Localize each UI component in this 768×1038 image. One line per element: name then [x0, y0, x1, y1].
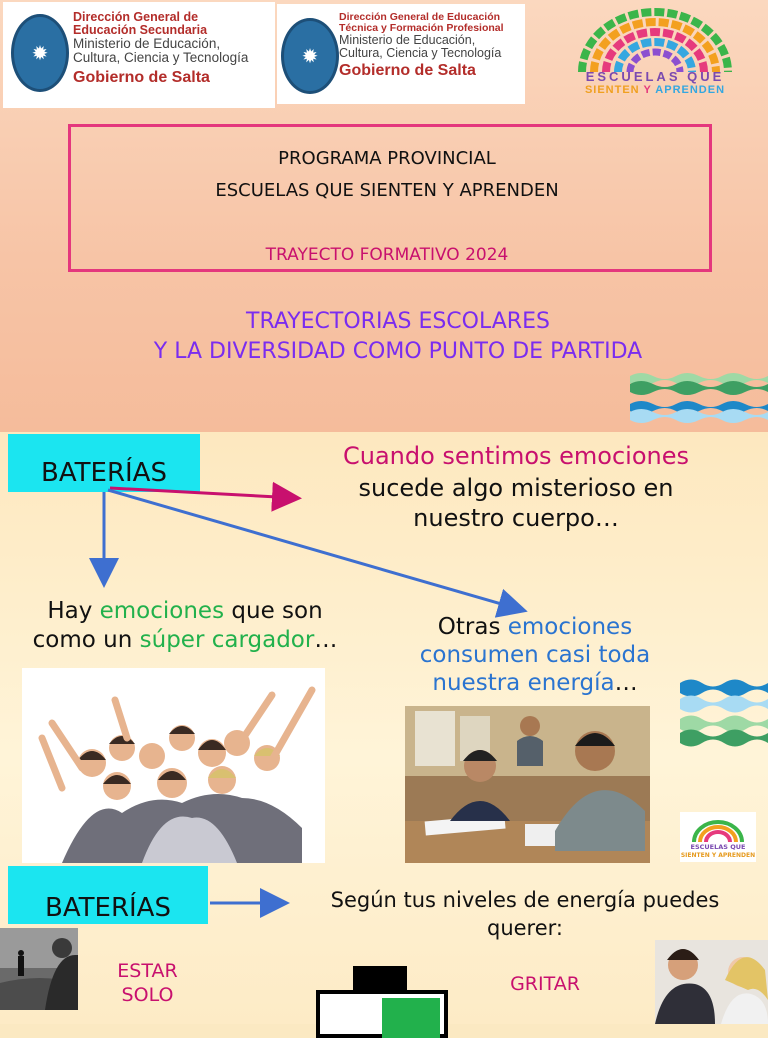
text-nuestra-energia: nuestra energía	[432, 670, 615, 696]
logo-left-line3: Ministerio de Educación,	[73, 36, 221, 52]
wave-decoration-2	[680, 675, 768, 751]
intro-line3: nuestro cuerpo…	[413, 504, 619, 532]
alone-person-photo	[0, 928, 78, 1010]
baterias-label: BATERÍAS	[41, 458, 167, 488]
baterias-label-2: BATERÍAS	[45, 893, 171, 923]
happy-group-photo	[22, 668, 325, 863]
logo-left-line2: Educación Secundaria	[73, 23, 208, 38]
intro-line2: sucede algo misterioso en	[358, 474, 674, 502]
drain-text-line2: consumen casi toda	[419, 642, 651, 668]
logo-middle-gov: Gobierno de Salta	[339, 62, 476, 80]
option-estar-solo-line1: ESTAR	[117, 960, 178, 982]
logo-right-sienten: SIENTEN	[584, 84, 640, 96]
logo-right-aprenden: APRENDEN	[655, 84, 726, 96]
small-logo	[680, 812, 756, 862]
battery-icon	[316, 966, 446, 1024]
text-que-son: que son	[224, 598, 323, 624]
energy-text-line2: querer:	[487, 916, 563, 940]
logo-left-gov: Gobierno de Salta	[73, 68, 210, 86]
option-estar-solo-line2: SOLO	[121, 984, 174, 1006]
intro-line1: Cuando sentimos emociones	[342, 442, 690, 470]
small-logo-line1: ESCUELAS QUE	[690, 843, 746, 851]
small-rainbow-icon	[680, 814, 756, 842]
logo-middle-line1: Dirección General de Educación	[339, 11, 501, 23]
text-emociones-blue: emociones	[507, 614, 633, 640]
logo-middle-line3: Ministerio de Educación,	[339, 33, 476, 48]
logo-right-y: Y	[643, 84, 652, 96]
arguing-couple-photo	[655, 940, 768, 1024]
option-gritar: GRITAR	[510, 973, 580, 995]
main-title-line2: Y LA DIVERSIDAD COMO PUNTO DE PARTIDA	[153, 339, 643, 364]
school-program-name: ESCUELAS QUE SIENTEN Y APRENDEN	[215, 180, 559, 201]
program-label: PROGRAMA PROVINCIAL	[278, 148, 496, 169]
logo-left-line1: Dirección General de	[73, 10, 199, 24]
tired-student-photo	[405, 706, 650, 863]
supercharger-text-line2	[0, 627, 370, 653]
small-logo-line2: SIENTEN Y APRENDEN	[680, 852, 756, 859]
supercharger-text-line1	[0, 598, 370, 624]
text-emociones-green: emociones	[99, 598, 225, 624]
logo-right-line1: ESCUELAS QUE	[585, 69, 725, 84]
text-super-cargador: súper cargador	[139, 627, 315, 653]
drain-text-line1	[380, 614, 690, 640]
text-como-un: como un	[32, 627, 140, 653]
logo-middle-line2: Técnica y Formación Profesional	[339, 22, 504, 35]
energy-text-line1: Según tus niveles de energía puedes	[330, 888, 720, 912]
arrow-diagonal	[108, 490, 522, 610]
text-ellipsis: …	[314, 627, 338, 653]
text-ellipsis-2: …	[614, 670, 638, 696]
text-otras: Otras	[437, 614, 508, 640]
logo-middle-line4: Cultura, Ciencia y Tecnología	[339, 46, 502, 61]
logo-left-line4: Cultura, Ciencia y Tecnología	[73, 50, 249, 66]
trayecto-label: TRAYECTO FORMATIVO 2024	[265, 245, 509, 265]
drain-text-line3	[380, 670, 690, 696]
main-title-line1: TRAYECTORIAS ESCOLARES	[246, 309, 550, 334]
text-hay: Hay	[47, 598, 100, 624]
arrow-to-intro	[110, 488, 296, 498]
